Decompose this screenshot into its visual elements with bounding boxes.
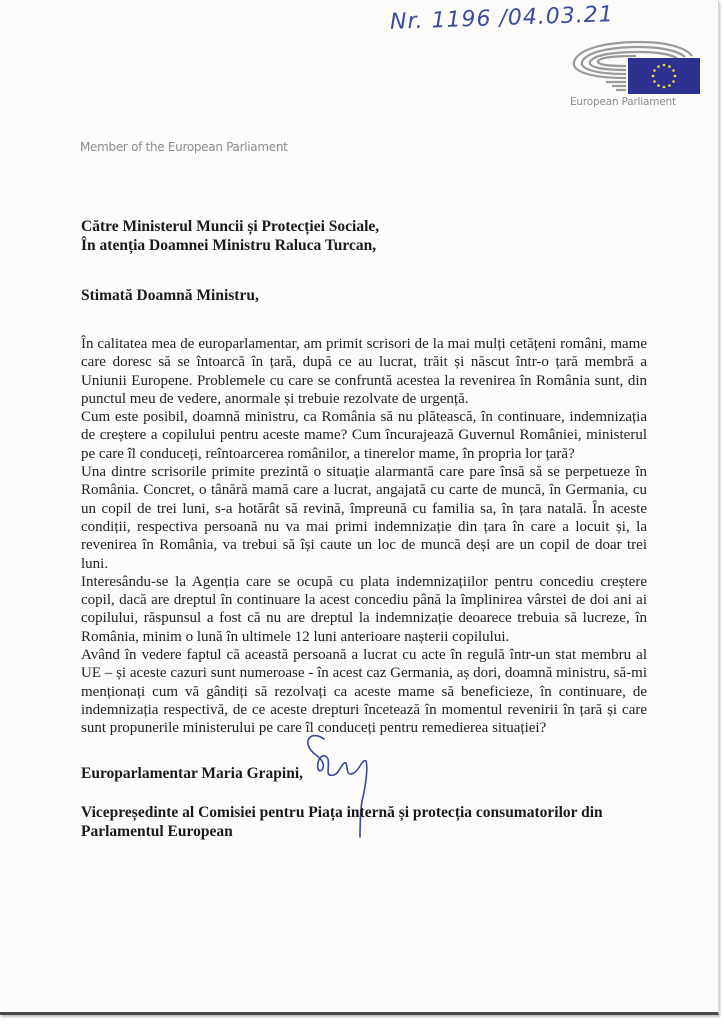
signature-name: Europarlamentar Maria Grapini, xyxy=(81,765,304,782)
salutation: Stimată Doamnă Ministru, xyxy=(81,287,259,304)
hemicycle-flag-icon xyxy=(568,38,704,96)
body-paragraph: Interesându-se la Agenția care se ocupă cu plata indemnizațiilor pentru concediu creștere copil, dacă are dreptul în continuare la acest concediu până la împlinirea vârstei de doi ani ai copilului, răspunsul a fost că nu are dreptul la indemnizație deoarece trebuia să lucreze, în România, minim o lună în ultimele 12 luni anterioare nașterii copilului. xyxy=(81,573,647,645)
header-label: Member of the European Parliament xyxy=(80,140,288,154)
european-parliament-wordmark: European Parliament xyxy=(570,96,676,108)
handwritten-reference-number: Nr. 1196 /04.03.21 xyxy=(389,2,615,35)
recipient-block xyxy=(81,217,379,255)
body-paragraph: În calitatea mea de europarlamentar, am primit scrisori de la mai mulți cetățeni români, mame care doresc să se întoarcă în țară, după ce au lucrat, trăit și născut într-o țară membră a Uniunii Europene. Problemele cu care se confruntă acestea la revenirea în România sunt, din punctul meu de vedere, anormale și trebuie rezolvate de urgență. xyxy=(81,336,647,407)
eu-flag xyxy=(628,58,700,94)
signature-title xyxy=(81,803,641,841)
letter-body xyxy=(81,335,647,738)
european-parliament-logo xyxy=(568,38,704,110)
signature-title-line-1: Vicepreședinte al Comisiei pentru Piața internă și protecția consumatorilor din xyxy=(81,804,603,821)
recipient-line-2: În atenția Doamnei Ministru Raluca Turcan, xyxy=(81,237,377,254)
signature-title-line-2: Parlamentul European xyxy=(81,823,233,840)
recipient-line-1: Către Ministerul Muncii și Protecției Sociale, xyxy=(81,218,380,235)
body-paragraph: Cum este posibil, doamnă ministru, ca România să nu plătească, în continuare, indemnizația de creștere a copilului pentru aceste mame? Cum încurajează Guvernul României, ministerul pe care îl conduceți, reîntoarcerea românilor, a tinerelor mame, în propria lor țară? xyxy=(81,409,647,462)
body-paragraph: Având în vedere faptul că această persoană a lucrat cu acte în regulă într-un stat membru al UE – și aceste cazuri sunt numeroase - în acest caz Germania, aș dori, doamnă ministru, să-mi menționați cum vă gândiți să rezolvați ca aceste mame să beneficieze, în continuare, de indemnizația respectivă, de ce aceste drepturi încetează în momentul revenirii în țară și care sunt propunerile ministerului pe care îl conduceți pentru remedierea situației? xyxy=(81,647,647,737)
body-paragraph: Una dintre scrisorile primite prezintă o situație alarmantă care pare însă să se perpetueze în România. Concret, o tânără mamă care a lucrat, angajată cu carte de muncă, în Germania, cu un copil de trei luni, s-a hotărât să revină, împreună cu familia sa, în țara natală. În aceste condiții, respectiva persoană nu va mai primi indemnizație din țara în care a locuit și, la revenirea în România, va trebui să își caute un loc de muncă deși are un copil de doar trei luni. xyxy=(81,464,647,572)
